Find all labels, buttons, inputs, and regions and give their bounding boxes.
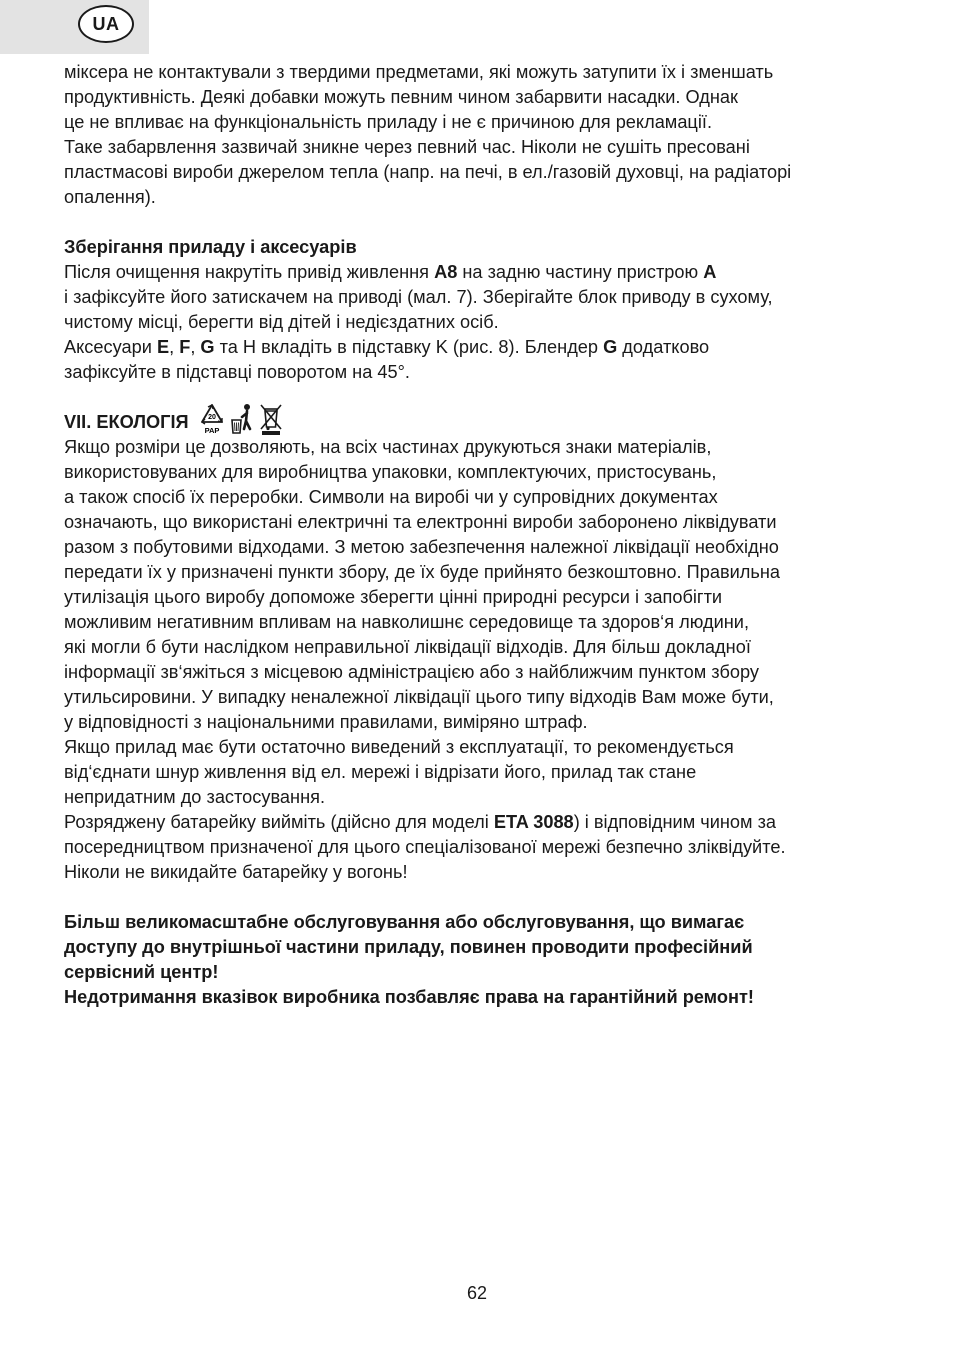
part-ref: A [703, 262, 717, 282]
intro-paragraph [64, 60, 914, 210]
battery-line: Ніколи не викидайте батарейку у вогонь! [64, 862, 408, 882]
warning-line: доступу до внутрішньої частини приладу, повинен проводити професійний [64, 937, 753, 957]
text-run: додатково [617, 337, 710, 357]
spacer [64, 385, 914, 410]
intro-line: опалення). [64, 187, 156, 207]
warning-line: сервісний центр! [64, 962, 219, 982]
ecology-icons [199, 402, 283, 436]
intro-line: продуктивність. Деякі добавки можуть певним чином забарвити насадки. Однак [64, 87, 738, 107]
ecology-line: Якщо прилад має бути остаточно виведений з експлуатації, то рекомендується [64, 737, 734, 757]
ecology-line: передати їх у призначені пункти збору, де їх буде прийнято безкоштовно. Правильна [64, 562, 781, 582]
intro-line: Таке забарвлення зазвичай зникне через певний час. Ніколи не сушіть пресовані [64, 137, 750, 157]
tidyman-bin-icon [229, 402, 255, 436]
ecology-line: у відповідності з національними правилами, виміряно штраф. [64, 712, 588, 732]
text-run: Розряджену батарейку вийміть (дійсно для моделі [64, 812, 494, 832]
recycle-label: PAP [204, 425, 220, 435]
ecology-line: інформації зв‘яжіться з місцевою адміністрацією або з найближчим пунктом збору [64, 662, 759, 682]
spacer [64, 210, 914, 235]
ecology-line: означають, що використані електричні та електронні вироби заборонено ліквідувати [64, 512, 777, 532]
language-tab [0, 0, 149, 54]
warning-line: Більш великомасштабне обслуговування або обслуговування, що вимагає [64, 912, 745, 932]
storage-line [64, 260, 914, 285]
storage-line: і зафіксуйте його затискачем на приводі (мал. 7). Зберігайте блок приводу в сухому, [64, 287, 773, 307]
part-ref: E [156, 337, 170, 357]
text-run: ) і відповідним чином за [573, 812, 777, 832]
ecology-line: утилізація цього виробу допоможе зберегти цінні природні ресурси і запобігти [64, 587, 723, 607]
recycle-code: 20 [207, 413, 216, 421]
spacer [64, 885, 914, 910]
recycling-pap-icon [199, 402, 225, 436]
page-number: 62 [466, 1283, 488, 1303]
storage-section [64, 235, 914, 385]
ecology-heading: VII. ЕКОЛОГІЯ [64, 412, 189, 432]
part-ref: G [200, 337, 215, 357]
ecology-line: можливим негативним впливам на навколишнє середовище та здоров‘я людини, [64, 612, 750, 632]
storage-heading: Зберігання приладу і аксесуарів [64, 237, 357, 257]
text-run: , [190, 337, 201, 357]
ecology-line: разом з побутовими відходами. З метою забезпечення належної ліквідації необхідно [64, 537, 779, 557]
storage-line: зафіксуйте в підставці поворотом на 45°. [64, 362, 410, 382]
text-run: , [169, 337, 180, 357]
ecology-line: використовуваних для виробництва упаковки, комплектуючих, пристосувань, [64, 462, 717, 482]
battery-line [64, 810, 914, 835]
ecology-line: а також спосіб їх переробки. Символи на виробі чи у супровідних документах [64, 487, 718, 507]
intro-line: пластмасові вироби джерелом тепла (напр. на печі, в ел./газовій духовці, на радіаторі [64, 162, 792, 182]
ecology-line: Якщо розміри це дозволяють, на всіх частинах друкуються знаки матеріалів, [64, 437, 712, 457]
text-run: Аксесуари [64, 337, 157, 357]
language-badge: UA [78, 5, 134, 43]
part-ref: A8 [434, 262, 458, 282]
storage-line [64, 335, 914, 360]
intro-line: міксера не контактували з твердими предметами, які можуть затупити їх і зменшать [64, 62, 774, 82]
ecology-line: утильсировини. У випадку неналежної ліквідації цього типу відходів Вам може бути, [64, 687, 774, 707]
ecology-section [64, 410, 914, 885]
part-ref: G [603, 337, 618, 357]
intro-line: це не впливає на функціональність приладу і не є причиною для рекламації. [64, 112, 712, 132]
ecology-line: непридатним до застосування. [64, 787, 326, 807]
storage-line: чистому місці, берегти від дітей і недієздатних осіб. [64, 312, 499, 332]
ecology-heading-row [64, 410, 914, 435]
warning-line: Недотримання вказівок виробника позбавляє права на гарантійний ремонт! [64, 987, 754, 1007]
text-run: та H вкладіть в підставку K (рис. 8). Блендер [214, 337, 604, 357]
page-content [64, 60, 914, 1010]
text-run: на задню частину пристрою [457, 262, 704, 282]
model-name: ETA 3088 [493, 812, 574, 832]
part-ref: F [179, 337, 191, 357]
battery-line: посередництвом призначеної для цього спеціалізованої мережі безпечно зліквідуйте. [64, 837, 786, 857]
ecology-line: від‘єднати шнур живлення від ел. мережі і відрізати його, прилад так стане [64, 762, 697, 782]
text-run: Після очищення накрутіть привід живлення [64, 262, 435, 282]
ecology-line: які могли б бути наслідком неправильної ліквідації відходів. Для більш докладної [64, 637, 751, 657]
crossed-wheelie-bin-icon [259, 402, 283, 436]
warning-section [64, 910, 914, 1010]
